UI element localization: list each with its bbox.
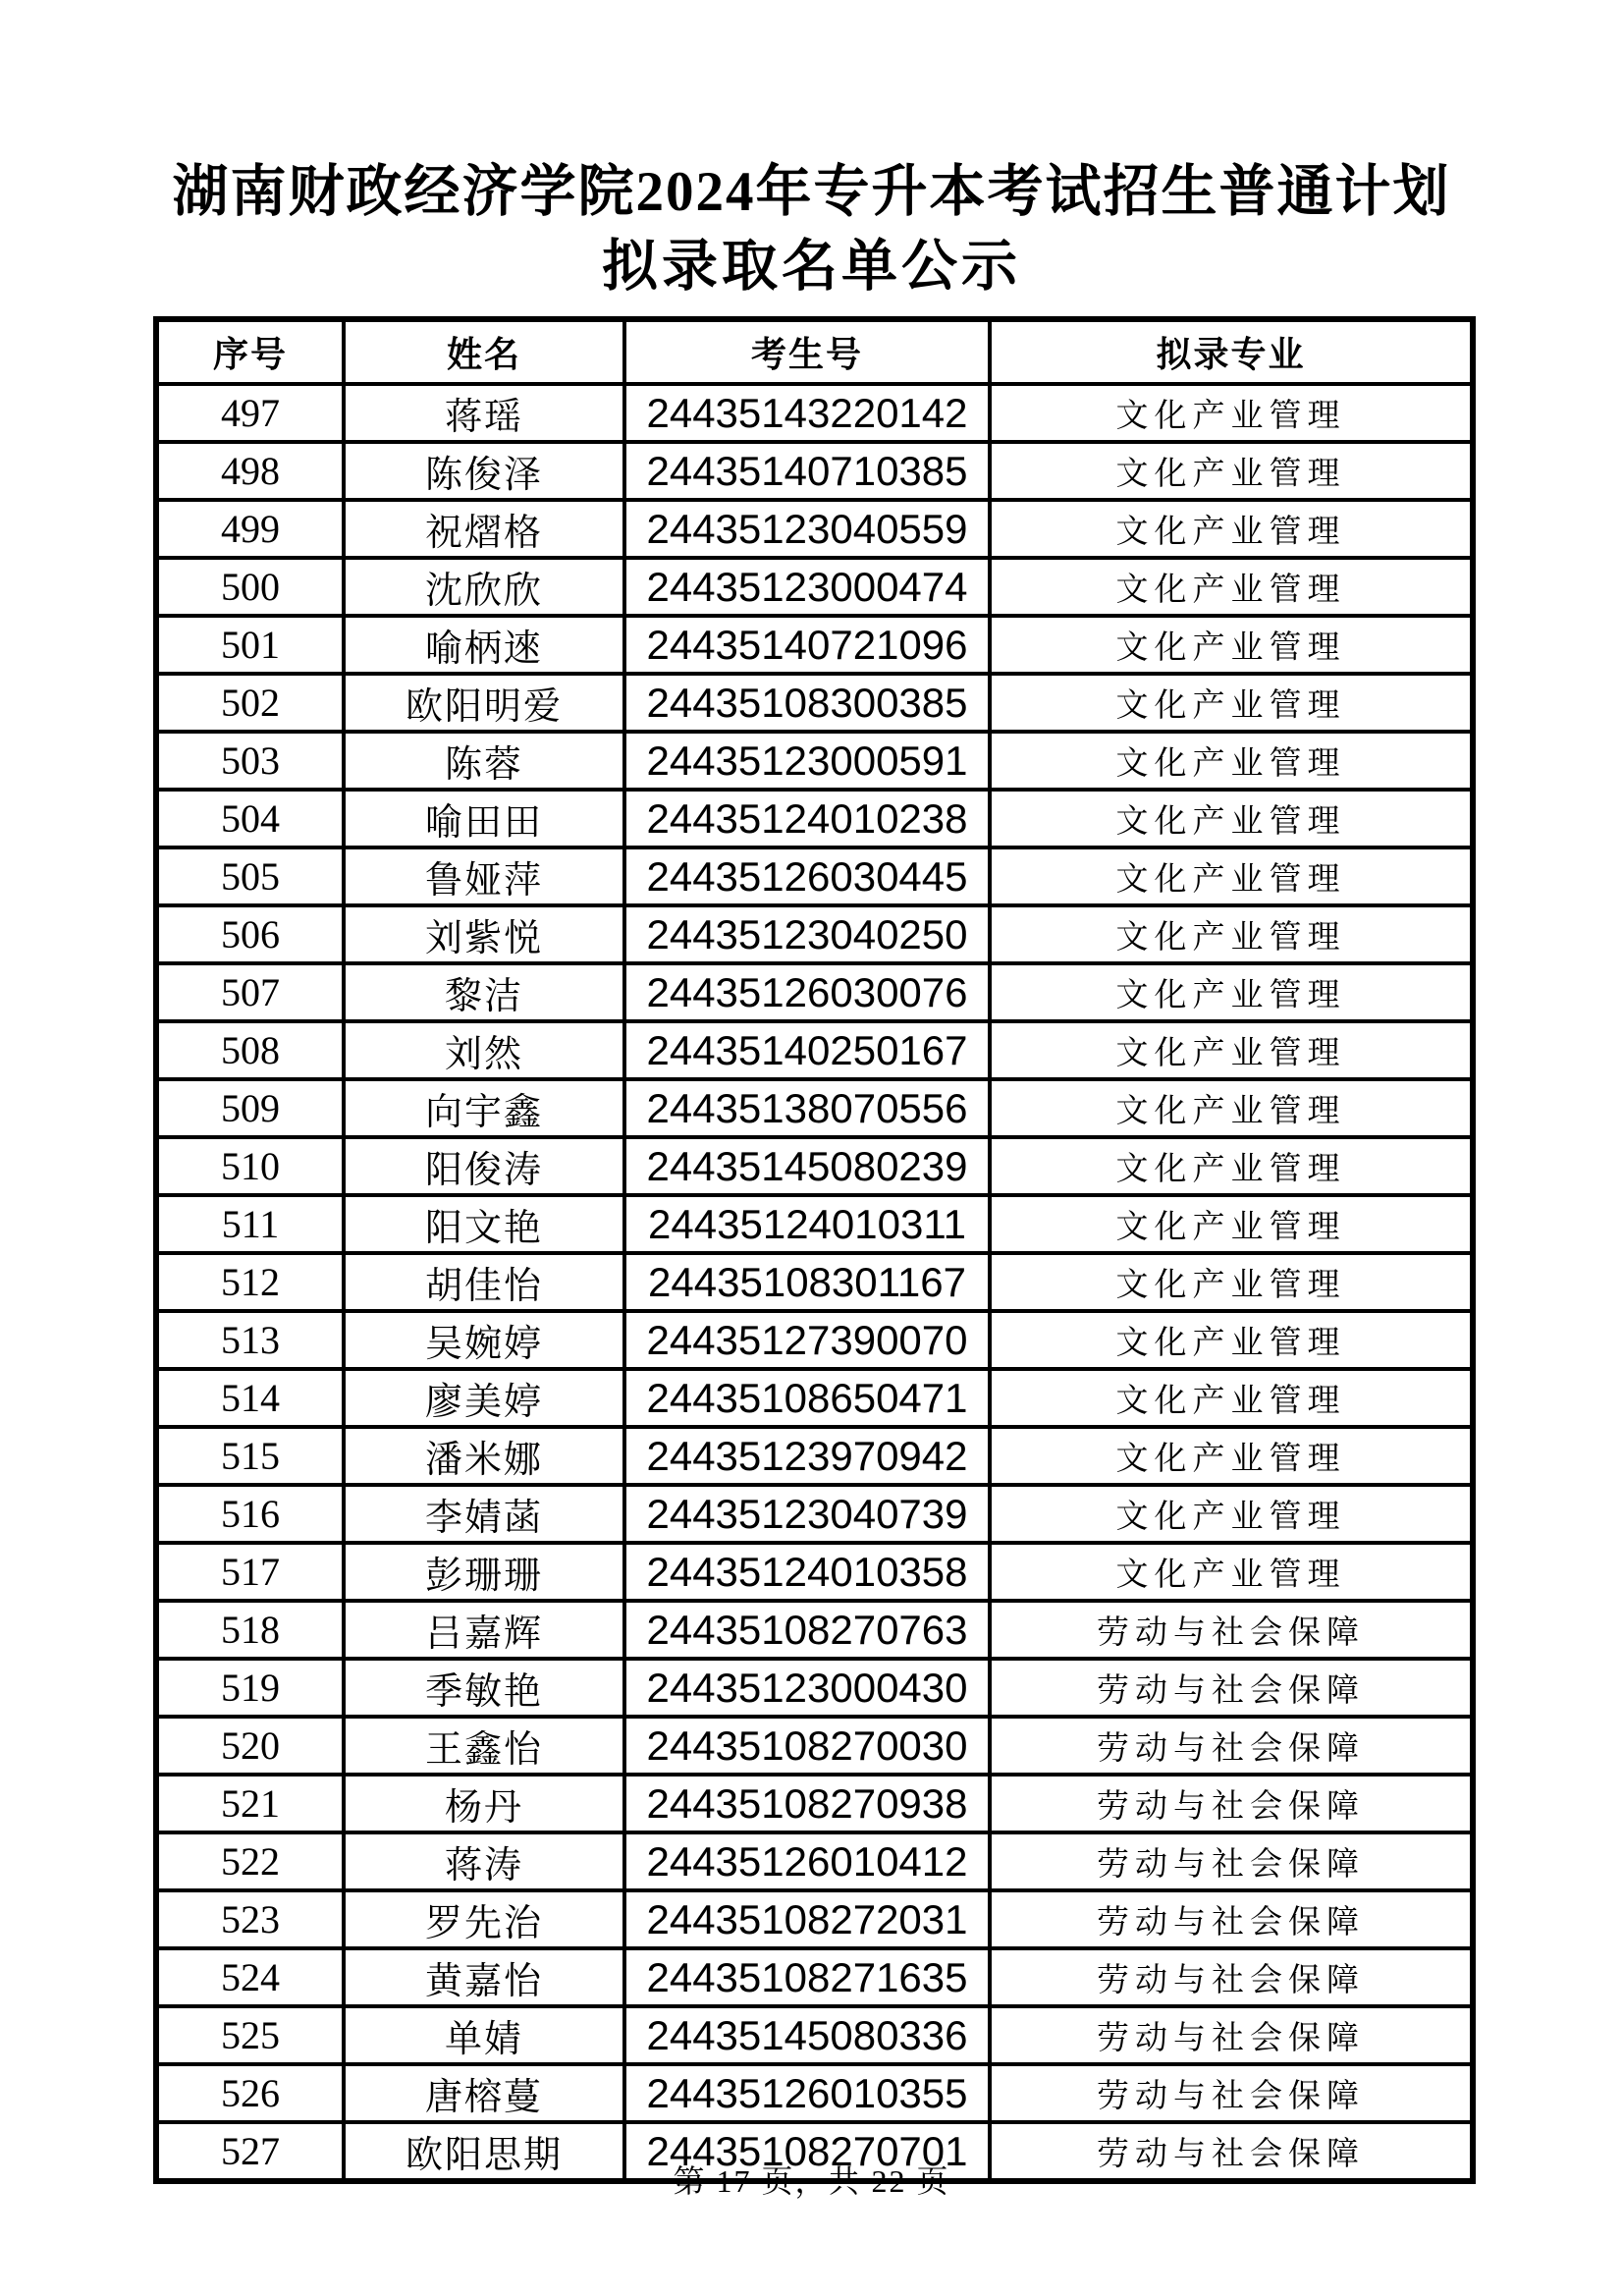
cell-candidate-number: 24435145080239 — [624, 1137, 990, 1195]
table-header-row — [156, 319, 1473, 384]
cell-name: 陈俊泽 — [344, 442, 624, 500]
cell-candidate-number: 24435108272031 — [624, 1890, 990, 1948]
cell-candidate-number: 24435124010311 — [624, 1195, 990, 1253]
cell-proposed-major: 劳动与社会保障 — [990, 1775, 1473, 1832]
cell-seq-number: 507 — [156, 963, 344, 1021]
cell-seq-number: 523 — [156, 1890, 344, 1948]
cell-seq-number: 521 — [156, 1775, 344, 1832]
cell-seq-number: 504 — [156, 790, 344, 847]
cell-proposed-major: 劳动与社会保障 — [990, 2064, 1473, 2122]
table-row — [156, 1021, 1473, 1079]
cell-name: 黎洁 — [344, 963, 624, 1021]
table-row — [156, 558, 1473, 616]
header-candidate-number: 考生号 — [624, 319, 990, 384]
cell-proposed-major: 文化产业管理 — [990, 384, 1473, 442]
cell-candidate-number: 24435108270763 — [624, 1601, 990, 1659]
cell-seq-number: 527 — [156, 2122, 344, 2181]
table-row — [156, 1195, 1473, 1253]
cell-seq-number: 509 — [156, 1079, 344, 1137]
cell-candidate-number: 24435124010358 — [624, 1543, 990, 1601]
cell-name: 阳文艳 — [344, 1195, 624, 1253]
cell-proposed-major: 文化产业管理 — [990, 500, 1473, 558]
cell-proposed-major: 劳动与社会保障 — [990, 1717, 1473, 1775]
cell-name: 欧阳明爱 — [344, 674, 624, 732]
cell-candidate-number: 24435108300385 — [624, 674, 990, 732]
cell-name: 沈欣欣 — [344, 558, 624, 616]
table-row — [156, 1369, 1473, 1427]
cell-name: 潘米娜 — [344, 1427, 624, 1485]
cell-proposed-major: 文化产业管理 — [990, 558, 1473, 616]
cell-seq-number: 500 — [156, 558, 344, 616]
cell-name: 阳俊涛 — [344, 1137, 624, 1195]
cell-name: 向宇鑫 — [344, 1079, 624, 1137]
table-row — [156, 2064, 1473, 2122]
cell-proposed-major: 文化产业管理 — [990, 1021, 1473, 1079]
cell-candidate-number: 24435123000591 — [624, 732, 990, 790]
cell-proposed-major: 文化产业管理 — [990, 616, 1473, 674]
cell-candidate-number: 24435123000474 — [624, 558, 990, 616]
cell-candidate-number: 24435123000430 — [624, 1659, 990, 1717]
cell-name: 蒋涛 — [344, 1832, 624, 1890]
cell-candidate-number: 24435127390070 — [624, 1311, 990, 1369]
cell-proposed-major: 文化产业管理 — [990, 847, 1473, 905]
cell-candidate-number: 24435126030445 — [624, 847, 990, 905]
table-row — [156, 1601, 1473, 1659]
table-row — [156, 2006, 1473, 2064]
cell-proposed-major: 文化产业管理 — [990, 790, 1473, 847]
cell-name: 祝熠格 — [344, 500, 624, 558]
table-row — [156, 790, 1473, 847]
cell-proposed-major: 文化产业管理 — [990, 1543, 1473, 1601]
cell-name: 喻柄逨 — [344, 616, 624, 674]
table-row — [156, 500, 1473, 558]
cell-seq-number: 511 — [156, 1195, 344, 1253]
cell-proposed-major: 劳动与社会保障 — [990, 2122, 1473, 2181]
cell-seq-number: 499 — [156, 500, 344, 558]
cell-name: 吕嘉辉 — [344, 1601, 624, 1659]
table-row — [156, 616, 1473, 674]
cell-seq-number: 519 — [156, 1659, 344, 1717]
cell-proposed-major: 劳动与社会保障 — [990, 1659, 1473, 1717]
cell-proposed-major: 文化产业管理 — [990, 1311, 1473, 1369]
cell-name: 陈蓉 — [344, 732, 624, 790]
table-row — [156, 442, 1473, 500]
cell-name: 季敏艳 — [344, 1659, 624, 1717]
cell-proposed-major: 文化产业管理 — [990, 1369, 1473, 1427]
cell-seq-number: 512 — [156, 1253, 344, 1311]
cell-name: 黄嘉怡 — [344, 1948, 624, 2006]
table-row — [156, 1253, 1473, 1311]
table-row — [156, 1427, 1473, 1485]
cell-name: 蒋瑶 — [344, 384, 624, 442]
page-footer: 第 17 页，共 22 页 — [673, 2163, 950, 2199]
cell-name: 吴婉婷 — [344, 1311, 624, 1369]
cell-seq-number: 497 — [156, 384, 344, 442]
cell-name: 胡佳怡 — [344, 1253, 624, 1311]
header-name: 姓名 — [344, 319, 624, 384]
cell-proposed-major: 文化产业管理 — [990, 963, 1473, 1021]
cell-name: 唐榕蔓 — [344, 2064, 624, 2122]
cell-seq-number: 510 — [156, 1137, 344, 1195]
cell-proposed-major: 文化产业管理 — [990, 442, 1473, 500]
cell-proposed-major: 文化产业管理 — [990, 732, 1473, 790]
cell-candidate-number: 24435140721096 — [624, 616, 990, 674]
cell-seq-number: 520 — [156, 1717, 344, 1775]
cell-name: 欧阳思期 — [344, 2122, 624, 2181]
cell-seq-number: 524 — [156, 1948, 344, 2006]
cell-seq-number: 503 — [156, 732, 344, 790]
cell-candidate-number: 24435108270938 — [624, 1775, 990, 1832]
cell-name: 鲁娅萍 — [344, 847, 624, 905]
cell-name: 喻田田 — [344, 790, 624, 847]
cell-candidate-number: 24435108271635 — [624, 1948, 990, 2006]
cell-seq-number: 517 — [156, 1543, 344, 1601]
cell-candidate-number: 24435140250167 — [624, 1021, 990, 1079]
table-body — [156, 384, 1473, 2181]
table-row — [156, 1079, 1473, 1137]
table-row — [156, 1948, 1473, 2006]
cell-seq-number: 514 — [156, 1369, 344, 1427]
table-row — [156, 1543, 1473, 1601]
cell-seq-number: 501 — [156, 616, 344, 674]
cell-candidate-number: 24435123040739 — [624, 1485, 990, 1543]
table-row — [156, 674, 1473, 732]
cell-name: 刘然 — [344, 1021, 624, 1079]
cell-seq-number: 526 — [156, 2064, 344, 2122]
cell-proposed-major: 劳动与社会保障 — [990, 1601, 1473, 1659]
table-row — [156, 1311, 1473, 1369]
cell-candidate-number: 24435143220142 — [624, 384, 990, 442]
cell-candidate-number: 24435124010238 — [624, 790, 990, 847]
table-row — [156, 1659, 1473, 1717]
title-line-1: 湖南财政经济学院2024年专升本考试招生普通计划 — [172, 161, 1451, 223]
cell-name: 彭珊珊 — [344, 1543, 624, 1601]
cell-seq-number: 522 — [156, 1832, 344, 1890]
cell-candidate-number: 24435108301167 — [624, 1253, 990, 1311]
cell-seq-number: 518 — [156, 1601, 344, 1659]
cell-candidate-number: 24435126010412 — [624, 1832, 990, 1890]
cell-name: 王鑫怡 — [344, 1717, 624, 1775]
cell-candidate-number: 24435145080336 — [624, 2006, 990, 2064]
table-row — [156, 1485, 1473, 1543]
cell-candidate-number: 24435140710385 — [624, 442, 990, 500]
cell-candidate-number: 24435108270701 — [624, 2122, 990, 2181]
cell-seq-number: 508 — [156, 1021, 344, 1079]
cell-candidate-number: 24435108270030 — [624, 1717, 990, 1775]
cell-candidate-number: 24435138070556 — [624, 1079, 990, 1137]
cell-proposed-major: 劳动与社会保障 — [990, 1890, 1473, 1948]
cell-name: 单婧 — [344, 2006, 624, 2064]
page-title — [0, 157, 1623, 302]
cell-seq-number: 513 — [156, 1311, 344, 1369]
cell-seq-number: 515 — [156, 1427, 344, 1485]
cell-proposed-major: 文化产业管理 — [990, 905, 1473, 963]
cell-proposed-major: 劳动与社会保障 — [990, 1948, 1473, 2006]
table-row — [156, 847, 1473, 905]
cell-candidate-number: 24435108650471 — [624, 1369, 990, 1427]
cell-proposed-major: 文化产业管理 — [990, 1137, 1473, 1195]
cell-seq-number: 525 — [156, 2006, 344, 2064]
cell-seq-number: 498 — [156, 442, 344, 500]
cell-proposed-major: 文化产业管理 — [990, 1485, 1473, 1543]
table-row — [156, 732, 1473, 790]
cell-candidate-number: 24435123970942 — [624, 1427, 990, 1485]
cell-proposed-major: 文化产业管理 — [990, 1427, 1473, 1485]
cell-proposed-major: 劳动与社会保障 — [990, 1832, 1473, 1890]
table-row — [156, 384, 1473, 442]
cell-proposed-major: 劳动与社会保障 — [990, 2006, 1473, 2064]
table-row — [156, 1137, 1473, 1195]
table-row — [156, 1717, 1473, 1775]
table-row — [156, 1890, 1473, 1948]
admission-list-table — [153, 316, 1476, 2184]
cell-seq-number: 516 — [156, 1485, 344, 1543]
cell-seq-number: 506 — [156, 905, 344, 963]
header-seq-number: 序号 — [156, 319, 344, 384]
header-proposed-major: 拟录专业 — [990, 319, 1473, 384]
title-line-2: 拟录取名单公示 — [602, 236, 1021, 298]
cell-seq-number: 505 — [156, 847, 344, 905]
cell-candidate-number: 24435126010355 — [624, 2064, 990, 2122]
cell-proposed-major: 文化产业管理 — [990, 674, 1473, 732]
cell-candidate-number: 24435123040250 — [624, 905, 990, 963]
cell-proposed-major: 文化产业管理 — [990, 1195, 1473, 1253]
cell-proposed-major: 文化产业管理 — [990, 1253, 1473, 1311]
table-row — [156, 963, 1473, 1021]
cell-proposed-major: 文化产业管理 — [990, 1079, 1473, 1137]
cell-seq-number: 502 — [156, 674, 344, 732]
table-row — [156, 1775, 1473, 1832]
table-row — [156, 905, 1473, 963]
cell-candidate-number: 24435126030076 — [624, 963, 990, 1021]
cell-name: 廖美婷 — [344, 1369, 624, 1427]
cell-name: 杨丹 — [344, 1775, 624, 1832]
cell-name: 李婧菡 — [344, 1485, 624, 1543]
cell-name: 刘紫悦 — [344, 905, 624, 963]
cell-name: 罗先治 — [344, 1890, 624, 1948]
table-row — [156, 1832, 1473, 1890]
cell-candidate-number: 24435123040559 — [624, 500, 990, 558]
